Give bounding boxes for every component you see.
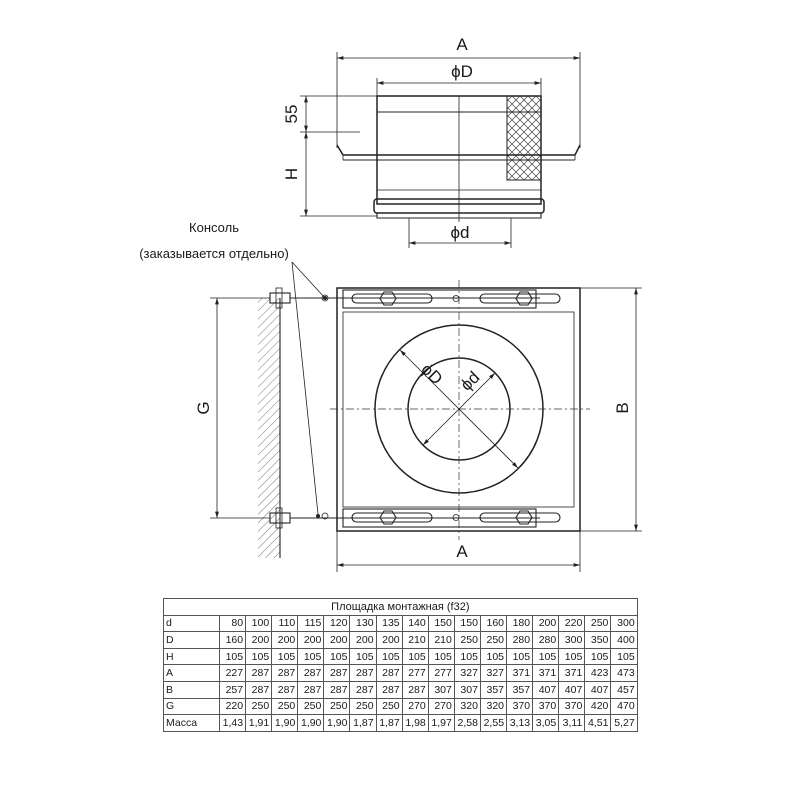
table-cell: 3,13 [507,715,533,732]
dim-phi-d-outer-label: ϕD [451,62,473,81]
table-cell: 200 [298,632,324,649]
table-cell: 1,97 [428,715,454,732]
table-cell: 270 [402,698,428,715]
table-cell: 407 [533,681,559,698]
table-cell: 350 [585,632,611,649]
table-cell: 287 [298,681,324,698]
table-cell: 357 [507,681,533,698]
table-cell: 280 [533,632,559,649]
table-row [164,665,638,682]
table-cell: 110 [272,615,298,632]
table-cell: 287 [246,681,272,698]
table-cell: 371 [533,665,559,682]
table-cell: 200 [376,632,402,649]
table-cell: 3,11 [559,715,585,732]
table-cell: 105 [324,648,350,665]
table-cell: 180 [507,615,533,632]
table-cell: 320 [480,698,506,715]
table-cell: 105 [220,648,246,665]
table-cell: 287 [298,665,324,682]
table-cell: 105 [246,648,272,665]
table-cell: 130 [350,615,376,632]
table-cell: 270 [428,698,454,715]
table-cell: 327 [454,665,480,682]
table-cell: 105 [480,648,506,665]
table-row [164,615,638,632]
table-cell: 220 [220,698,246,715]
table-cell: 105 [272,648,298,665]
table-cell: 287 [350,681,376,698]
plan-phi-d-inner-label: ϕd [456,367,484,395]
table-cell: 250 [350,698,376,715]
table-cell: 105 [585,648,611,665]
table-cell: 370 [559,698,585,715]
table-cell: 423 [585,665,611,682]
table-row [164,681,638,698]
table-cell: 105 [298,648,324,665]
row-label: Масса [164,715,220,732]
table-cell: 250 [376,698,402,715]
table-cell: 160 [220,632,246,649]
table-cell: 287 [324,681,350,698]
table-cell: 150 [428,615,454,632]
table-body [164,615,638,731]
table-cell: 4,51 [585,715,611,732]
table-cell: 250 [298,698,324,715]
table-cell: 135 [376,615,402,632]
table-cell: 257 [220,681,246,698]
table-cell: 150 [454,615,480,632]
table-cell: 1,43 [220,715,246,732]
table-cell: 300 [611,615,637,632]
table-cell: 407 [585,681,611,698]
table-cell: 307 [454,681,480,698]
table-row [164,698,638,715]
table-cell: 2,58 [454,715,480,732]
table-cell: 357 [480,681,506,698]
table-cell: 200 [533,615,559,632]
side-view [282,35,580,248]
table-cell: 2,55 [480,715,506,732]
dim-phi-d-inner-label: ϕd [450,223,470,242]
table-row [164,715,638,732]
dim-g-label: G [194,401,213,415]
table-cell: 220 [559,615,585,632]
console-note-title: Консоль [189,220,239,235]
table-title-row [164,599,638,616]
table-cell: 287 [246,665,272,682]
table-cell: 371 [559,665,585,682]
row-label: A [164,665,220,682]
table-cell: 277 [428,665,454,682]
table-cell: 327 [480,665,506,682]
table-cell: 370 [507,698,533,715]
row-label: H [164,648,220,665]
table-cell: 105 [454,648,480,665]
plan-phi-d-outer-label: ϕD [417,359,447,389]
table-cell: 250 [454,632,480,649]
wall-hatch [258,298,280,558]
table-cell: 105 [376,648,402,665]
table-cell: 287 [324,665,350,682]
table-cell: 287 [402,681,428,698]
table-cell: 320 [454,698,480,715]
table-cell: 1,90 [272,715,298,732]
table-cell: 371 [507,665,533,682]
table-cell: 115 [298,615,324,632]
table-cell: 473 [611,665,637,682]
table-cell: 280 [507,632,533,649]
console-note-subtitle: (заказывается отдельно) [139,246,289,261]
table-cell: 470 [611,698,637,715]
table-cell: 407 [559,681,585,698]
table-cell: 105 [402,648,428,665]
table-cell: 1,91 [246,715,272,732]
table-cell: 457 [611,681,637,698]
table-cell: 1,90 [298,715,324,732]
dim-h-label: H [282,167,301,181]
leader-line-top [292,262,325,298]
dim-a-top-label: A [456,35,468,54]
dim-55-label: 55 [282,104,301,124]
table-cell: 1,87 [376,715,402,732]
table-cell: 250 [324,698,350,715]
row-label: d [164,615,220,632]
table-cell: 5,27 [611,715,637,732]
table-row [164,632,638,649]
plan-view [194,280,642,572]
table-cell: 120 [324,615,350,632]
table-cell: 140 [402,615,428,632]
table-cell: 287 [376,665,402,682]
table-cell: 105 [350,648,376,665]
spec-table [163,598,638,732]
table-cell: 80 [220,615,246,632]
table-cell: 250 [480,632,506,649]
table-cell: 200 [272,632,298,649]
row-label: G [164,698,220,715]
table-cell: 300 [559,632,585,649]
table-cell: 1,90 [324,715,350,732]
table-cell: 105 [559,648,585,665]
table-cell: 227 [220,665,246,682]
table-cell: 200 [246,632,272,649]
table-cell: 1,98 [402,715,428,732]
table-cell: 287 [350,665,376,682]
table-cell: 287 [272,681,298,698]
table-cell: 3,05 [533,715,559,732]
table-cell: 100 [246,615,272,632]
table-cell: 250 [585,615,611,632]
table-cell: 200 [324,632,350,649]
table-cell: 105 [507,648,533,665]
row-label: B [164,681,220,698]
table-cell: 250 [246,698,272,715]
table-cell: 287 [376,681,402,698]
table-cell: 210 [428,632,454,649]
table-cell: 287 [272,665,298,682]
table-cell: 105 [611,648,637,665]
table-cell: 200 [350,632,376,649]
table-cell: 400 [611,632,637,649]
table-row [164,648,638,665]
table-cell: 210 [402,632,428,649]
table-cell: 105 [428,648,454,665]
leader-line-bottom [292,262,318,514]
table-cell: 250 [272,698,298,715]
dim-b-label: B [613,402,632,414]
dim-a-bottom-label: A [456,542,468,561]
table-title: Площадка монтажная (f32) [164,599,638,616]
table-cell: 105 [533,648,559,665]
table-cell: 420 [585,698,611,715]
row-label: D [164,632,220,649]
table-cell: 160 [480,615,506,632]
table-cell: 1,87 [350,715,376,732]
table-cell: 277 [402,665,428,682]
table-cell: 370 [533,698,559,715]
table-cell: 307 [428,681,454,698]
